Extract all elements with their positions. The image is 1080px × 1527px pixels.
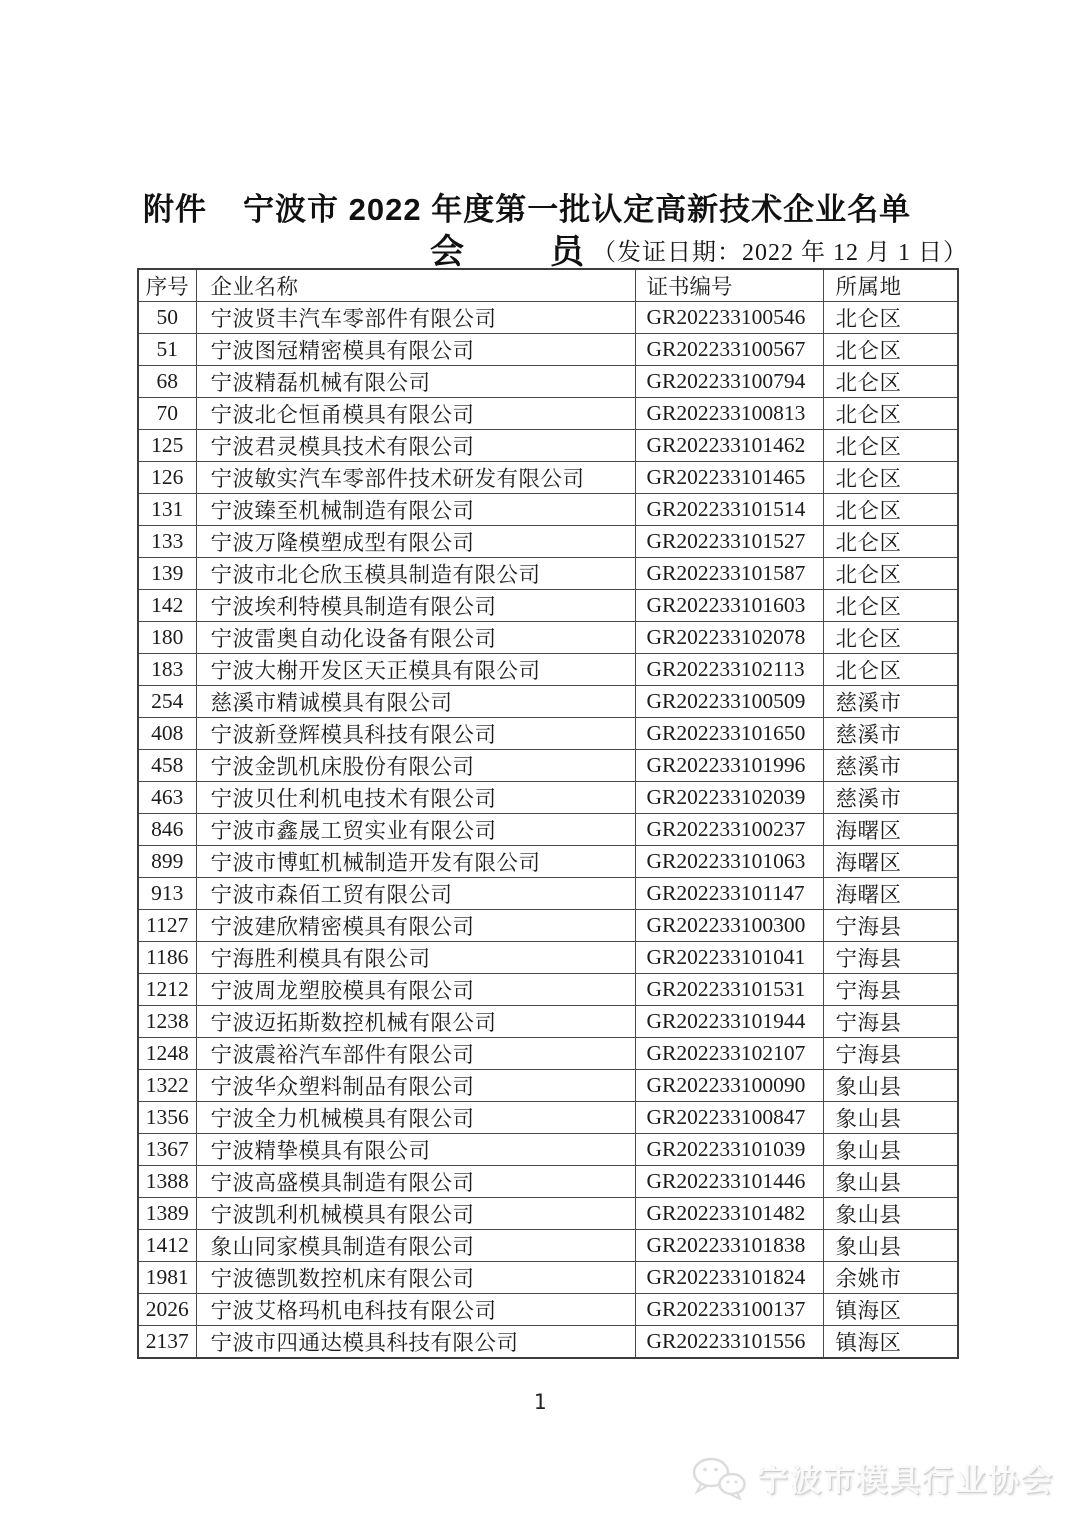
cell-region: 北仑区 (823, 622, 958, 654)
table-row (138, 1326, 958, 1359)
cell-company-name: 宁波精磊机械有限公司 (196, 366, 635, 398)
cell-company-name: 宁波北仑恒甬模具有限公司 (196, 398, 635, 430)
table-row (138, 1262, 958, 1294)
table-row (138, 1070, 958, 1102)
table-row (138, 1294, 958, 1326)
watermark-text: 宁波市模具行业协会 (757, 1463, 1054, 1498)
cell-cert-no: GR202233100237 (635, 814, 823, 846)
cell-seq-no: 1356 (138, 1102, 196, 1134)
document-title-line (143, 184, 911, 229)
header-cell-seq-no: 序号 (138, 269, 196, 302)
page-number: 1 (533, 1390, 547, 1414)
cell-cert-no: GR202233101650 (635, 718, 823, 750)
cell-region: 慈溪市 (823, 750, 958, 782)
cell-seq-no: 1212 (138, 974, 196, 1006)
cell-seq-no: 1367 (138, 1134, 196, 1166)
cell-cert-no: GR202233101824 (635, 1262, 823, 1294)
cell-cert-no: GR202233101838 (635, 1230, 823, 1262)
cell-seq-no: 50 (138, 302, 196, 334)
cell-cert-no: GR202233101039 (635, 1134, 823, 1166)
cell-region: 北仑区 (823, 590, 958, 622)
cell-company-name: 象山同家模具制造有限公司 (196, 1230, 635, 1262)
cell-company-name: 宁海胜利模具有限公司 (196, 942, 635, 974)
table-header-row (138, 269, 958, 302)
cell-region: 海曙区 (823, 814, 958, 846)
attachment-label: 附件 (143, 192, 207, 227)
cell-cert-no: GR202233101063 (635, 846, 823, 878)
cell-seq-no: 1412 (138, 1230, 196, 1262)
cell-region: 象山县 (823, 1134, 958, 1166)
cell-company-name: 宁波高盛模具制造有限公司 (196, 1166, 635, 1198)
table-row (138, 494, 958, 526)
cell-cert-no: GR202233101587 (635, 558, 823, 590)
header-cell-company-name: 企业名称 (196, 269, 635, 302)
cell-cert-no: GR202233101465 (635, 462, 823, 494)
cell-region: 北仑区 (823, 398, 958, 430)
cell-region: 象山县 (823, 1070, 958, 1102)
cell-company-name: 宁波市北仑欣玉模具制造有限公司 (196, 558, 635, 590)
cell-company-name: 宁波周龙塑胶模具有限公司 (196, 974, 635, 1006)
cell-seq-no: 68 (138, 366, 196, 398)
cell-seq-no: 1248 (138, 1038, 196, 1070)
cell-company-name: 宁波埃利特模具制造有限公司 (196, 590, 635, 622)
table-row (138, 366, 958, 398)
watermark (691, 1455, 1054, 1500)
table-row (138, 302, 958, 334)
table-row (138, 398, 958, 430)
cell-seq-no: 183 (138, 654, 196, 686)
cell-company-name: 宁波凯利机械模具有限公司 (196, 1198, 635, 1230)
table-row (138, 558, 958, 590)
document-subtitle-line (0, 224, 1080, 271)
cell-seq-no: 51 (138, 334, 196, 366)
cell-region: 北仑区 (823, 654, 958, 686)
cell-region: 海曙区 (823, 878, 958, 910)
cell-seq-no: 1238 (138, 1006, 196, 1038)
cell-company-name: 宁波德凯数控机床有限公司 (196, 1262, 635, 1294)
header-cell-region: 所属地 (823, 269, 958, 302)
cell-company-name: 宁波市鑫晟工贸实业有限公司 (196, 814, 635, 846)
cell-company-name: 宁波建欣精密模具有限公司 (196, 910, 635, 942)
cell-seq-no: 1186 (138, 942, 196, 974)
table-row (138, 1230, 958, 1262)
cell-company-name: 宁波贝仕利机电技术有限公司 (196, 782, 635, 814)
cell-seq-no: 2026 (138, 1294, 196, 1326)
issue-date-note: （发证日期：2022 年 12 月 1 日） (592, 240, 968, 266)
cell-seq-no: 1981 (138, 1262, 196, 1294)
cell-region: 宁海县 (823, 1006, 958, 1038)
cell-region: 宁海县 (823, 942, 958, 974)
cell-cert-no: GR202233101996 (635, 750, 823, 782)
cell-company-name: 宁波华众塑料制品有限公司 (196, 1070, 635, 1102)
cell-cert-no: GR202233101514 (635, 494, 823, 526)
cell-seq-no: 131 (138, 494, 196, 526)
company-table-wrap (137, 268, 959, 1359)
cell-seq-no: 913 (138, 878, 196, 910)
cell-region: 宁海县 (823, 1038, 958, 1070)
table-row (138, 462, 958, 494)
table-row (138, 814, 958, 846)
cell-region: 北仑区 (823, 526, 958, 558)
cell-company-name: 宁波市森佰工贸有限公司 (196, 878, 635, 910)
cell-company-name: 宁波艾格玛机电科技有限公司 (196, 1294, 635, 1326)
member-label: 会 员 (430, 234, 610, 271)
cell-company-name: 宁波臻至机械制造有限公司 (196, 494, 635, 526)
cell-seq-no: 463 (138, 782, 196, 814)
cell-cert-no: GR202233101147 (635, 878, 823, 910)
table-row (138, 1102, 958, 1134)
cell-region: 海曙区 (823, 846, 958, 878)
cell-company-name: 宁波金凯机床股份有限公司 (196, 750, 635, 782)
table-row (138, 910, 958, 942)
cell-region: 北仑区 (823, 430, 958, 462)
table-row (138, 782, 958, 814)
cell-company-name: 宁波迈拓斯数控机械有限公司 (196, 1006, 635, 1038)
cell-cert-no: GR202233100137 (635, 1294, 823, 1326)
cell-region: 北仑区 (823, 462, 958, 494)
table-row (138, 686, 958, 718)
cell-region: 余姚市 (823, 1262, 958, 1294)
cell-region: 宁海县 (823, 974, 958, 1006)
cell-cert-no: GR202233101531 (635, 974, 823, 1006)
cell-seq-no: 180 (138, 622, 196, 654)
cell-cert-no: GR202233100546 (635, 302, 823, 334)
cell-seq-no: 133 (138, 526, 196, 558)
cell-company-name: 宁波敏实汽车零部件技术研发有限公司 (196, 462, 635, 494)
cell-cert-no: GR202233102113 (635, 654, 823, 686)
cell-company-name: 宁波大榭开发区天正模具有限公司 (196, 654, 635, 686)
cell-company-name: 慈溪市精诚模具有限公司 (196, 686, 635, 718)
cell-region: 北仑区 (823, 558, 958, 590)
cell-cert-no: GR202233101944 (635, 1006, 823, 1038)
cell-cert-no: GR202233101462 (635, 430, 823, 462)
cell-seq-no: 2137 (138, 1326, 196, 1359)
table-row (138, 590, 958, 622)
table-row (138, 1038, 958, 1070)
cell-region: 北仑区 (823, 302, 958, 334)
table-row (138, 1166, 958, 1198)
cell-cert-no: GR202233102078 (635, 622, 823, 654)
cell-region: 慈溪市 (823, 718, 958, 750)
table-row (138, 430, 958, 462)
cell-seq-no: 254 (138, 686, 196, 718)
cell-seq-no: 408 (138, 718, 196, 750)
cell-cert-no: GR202233100090 (635, 1070, 823, 1102)
cell-seq-no: 126 (138, 462, 196, 494)
cell-region: 北仑区 (823, 334, 958, 366)
cell-seq-no: 139 (138, 558, 196, 590)
cell-company-name: 宁波万隆模塑成型有限公司 (196, 526, 635, 558)
cell-cert-no: GR202233101482 (635, 1198, 823, 1230)
table-row (138, 622, 958, 654)
cell-seq-no: 846 (138, 814, 196, 846)
cell-cert-no: GR202233101556 (635, 1326, 823, 1359)
cell-cert-no: GR202233101527 (635, 526, 823, 558)
company-table (137, 268, 959, 1359)
cell-cert-no: GR202233100509 (635, 686, 823, 718)
cell-cert-no: GR202233101041 (635, 942, 823, 974)
cell-company-name: 宁波贤丰汽车零部件有限公司 (196, 302, 635, 334)
cell-seq-no: 142 (138, 590, 196, 622)
cell-seq-no: 1127 (138, 910, 196, 942)
cell-company-name: 宁波震裕汽车部件有限公司 (196, 1038, 635, 1070)
wechat-icon (691, 1456, 747, 1500)
cell-region: 北仑区 (823, 366, 958, 398)
table-row (138, 942, 958, 974)
cell-region: 象山县 (823, 1230, 958, 1262)
cell-seq-no: 1388 (138, 1166, 196, 1198)
cell-cert-no: GR202233100567 (635, 334, 823, 366)
table-row (138, 1134, 958, 1166)
cell-cert-no: GR202233100847 (635, 1102, 823, 1134)
table-row (138, 1006, 958, 1038)
cell-cert-no: GR202233100794 (635, 366, 823, 398)
cell-seq-no: 1322 (138, 1070, 196, 1102)
cell-cert-no: GR202233100813 (635, 398, 823, 430)
cell-region: 慈溪市 (823, 686, 958, 718)
table-row (138, 1198, 958, 1230)
cell-seq-no: 1389 (138, 1198, 196, 1230)
table-row (138, 878, 958, 910)
cell-region: 象山县 (823, 1166, 958, 1198)
cell-cert-no: GR202233101446 (635, 1166, 823, 1198)
cell-company-name: 宁波全力机械模具有限公司 (196, 1102, 635, 1134)
cell-cert-no: GR202233101603 (635, 590, 823, 622)
page-title: 宁波市 2022 年度第一批认定高新技术企业名单 (243, 192, 912, 227)
cell-company-name: 宁波雷奥自动化设备有限公司 (196, 622, 635, 654)
cell-region: 镇海区 (823, 1294, 958, 1326)
cell-cert-no: GR202233102107 (635, 1038, 823, 1070)
cell-region: 北仑区 (823, 494, 958, 526)
company-table-body (138, 302, 958, 1359)
header-cell-cert-no: 证书编号 (635, 269, 823, 302)
cell-seq-no: 125 (138, 430, 196, 462)
cell-seq-no: 458 (138, 750, 196, 782)
table-row (138, 750, 958, 782)
cell-company-name: 宁波市博虹机械制造开发有限公司 (196, 846, 635, 878)
cell-seq-no: 70 (138, 398, 196, 430)
cell-region: 象山县 (823, 1102, 958, 1134)
table-row (138, 718, 958, 750)
table-row (138, 974, 958, 1006)
cell-seq-no: 899 (138, 846, 196, 878)
cell-company-name: 宁波精挚模具有限公司 (196, 1134, 635, 1166)
cell-region: 宁海县 (823, 910, 958, 942)
cell-region: 象山县 (823, 1198, 958, 1230)
table-row (138, 526, 958, 558)
cell-region: 慈溪市 (823, 782, 958, 814)
table-row (138, 846, 958, 878)
table-row (138, 334, 958, 366)
cell-company-name: 宁波市四通达模具科技有限公司 (196, 1326, 635, 1359)
cell-cert-no: GR202233100300 (635, 910, 823, 942)
cell-company-name: 宁波新登辉模具科技有限公司 (196, 718, 635, 750)
cell-company-name: 宁波图冠精密模具有限公司 (196, 334, 635, 366)
cell-region: 镇海区 (823, 1326, 958, 1359)
cell-company-name: 宁波君灵模具技术有限公司 (196, 430, 635, 462)
table-row (138, 654, 958, 686)
cell-cert-no: GR202233102039 (635, 782, 823, 814)
